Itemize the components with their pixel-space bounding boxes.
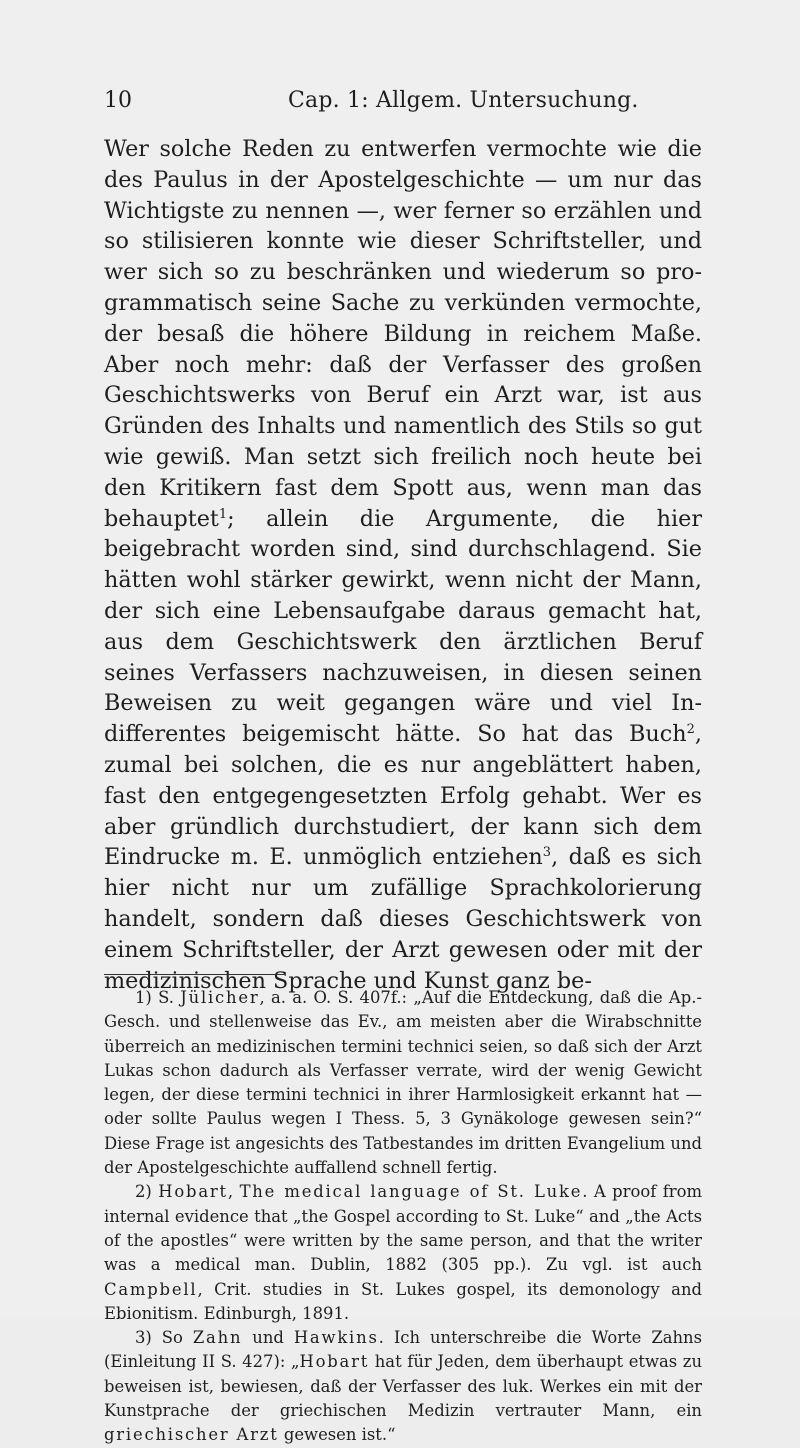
body-text-2: ; allein die Argumente, die hier beigebracht worden sind, sind durchschlagend. Sie hätten wohl stärker gewirkt, wenn nicht der Mann, der sich eine Lebensaufgabe daraus gemacht hat, aus dem Geschichtswerk den ärztlichen Beruf seines Verfassers nachzuweisen, in diesen seinen Beweisen zu weit gegangen wäre und viel Indifferentes beigemischt hätte. So hat das Buch xyxy=(104,505,702,748)
running-head: Cap. 1: Allgem. Untersuchung. xyxy=(288,88,639,113)
page-number: 10 xyxy=(104,88,132,113)
footnote-3-text-2: hat für Jeden, dem überhaupt etwas zu beweisen ist, bewiesen, daß der Verfasser des luk. Werkes ein mit der Kunstprache der griechischen Medizin vertrauter Mann, ein xyxy=(104,1352,703,1421)
body-text-1: Wer solche Reden zu entwerfen vermochte wie die des Paulus in der Apostelgeschichte — um nur das Wichtigste zu nennen —, wer ferner so erzählen und so stilisieren konnte wie dieser Schriftsteller, und wer sich so zu beschränken und wiederum so programmatisch seine Sache zu verkünden vermochte, der besaß die höhere Bildung in reichem Maße. Aber noch mehr: daß der Verfasser des großen Geschichtswerks von Beruf ein Arzt war, ist aus Gründen des Inhalts und namentlich des Stils so gut wie gewiß. Man setzt sich freilich noch heute bei den Kritikern fast dem Spott aus, wenn man das behauptet xyxy=(104,136,702,532)
footnote-ref-3: 3 xyxy=(542,845,552,861)
body-text-3: , zumal bei solchen, die es nur angeblättert haben, fast den entgegengesetzten Erfolg gehabt. Wer es aber gründlich durchstudiert, der kann sich dem Eindrucke m. E. unmöglich entziehen xyxy=(104,721,702,871)
footnote-3-number: 3) So xyxy=(135,1328,183,1348)
footnote-2 xyxy=(104,1180,702,1326)
main-paragraph xyxy=(104,134,702,996)
footnote-2-text: . A proof from internal evidence that „the Gospel according to St. Luke“ and „the Acts of the apostles“ were written by the same person, and that the writer was a medical man. Dublin, 1882 (305 pp.). Zu vgl. ist auch xyxy=(104,1182,703,1275)
footnote-3-author-2: Hawkins xyxy=(293,1328,379,1348)
footnote-3-und: und xyxy=(252,1328,284,1348)
footnote-2-sep: , xyxy=(227,1182,240,1202)
footnote-2-number: 2) xyxy=(135,1182,152,1202)
footnotes xyxy=(104,986,702,1448)
footnote-2-title: The medical language of St. Luke xyxy=(239,1182,583,1202)
footnote-3-text: . Ich unterschreibe die Worte Zahns (Einleitung II S. 427): „ xyxy=(104,1328,702,1372)
footnote-ref-2: 2 xyxy=(686,722,695,738)
footnote-3-author: Zahn xyxy=(192,1328,243,1348)
page-header xyxy=(104,88,700,122)
footnote-1-text: , a. a. O. S. 407f.: „Auf die Entdeckung, daß die Ap.-Gesch. und stellenweise das Ev., am meisten aber die Wirabschnitte überreich an medizinischen termini technici seien, so daß sich der Arzt Lukas schon dadurch als Verfasser verrate, wird der wenig Gewicht legen, der diese termini technici in ihrer Harmlosigkeit erkannt hat — oder sollte Paulus wegen I Thess. 5, 3 Gynäkologe gewesen sein?“ Diese Frage ist angesichts des Tatbestandes im dritten Evangelium und der Apostelgeschichte auffallend schnell fertig. xyxy=(104,988,702,1178)
footnote-3 xyxy=(104,1326,702,1447)
footnote-2-author: Hobart xyxy=(158,1182,228,1202)
footnote-3-author-3: Hobart xyxy=(299,1352,370,1372)
footnote-1 xyxy=(104,986,702,1180)
footnote-rule xyxy=(104,974,284,975)
footnote-3-emphasis: griechischer Arzt xyxy=(104,1425,279,1445)
footnote-1-author: Jülicher xyxy=(180,988,260,1007)
body-text-4: , daß es sich hier nicht nur um zufällige Sprachkolorierung handelt, sondern daß dieses Geschichtswerk von einem Schriftsteller, der Arzt gewesen oder mit der medizinischen Sprache und Kunst ganz be- xyxy=(104,844,703,994)
footnote-ref-1: 1 xyxy=(218,506,228,522)
footnote-1-number: 1) S. xyxy=(135,988,174,1007)
footnote-2-author-2: Campbell xyxy=(104,1279,198,1299)
footnote-3-text-3: gewesen ist.“ xyxy=(278,1425,396,1445)
footnote-2-text-2: , Crit. studies in St. Lukes gospel, its demonology and Ebionitism. Edinburgh, 1891. xyxy=(104,1279,702,1323)
